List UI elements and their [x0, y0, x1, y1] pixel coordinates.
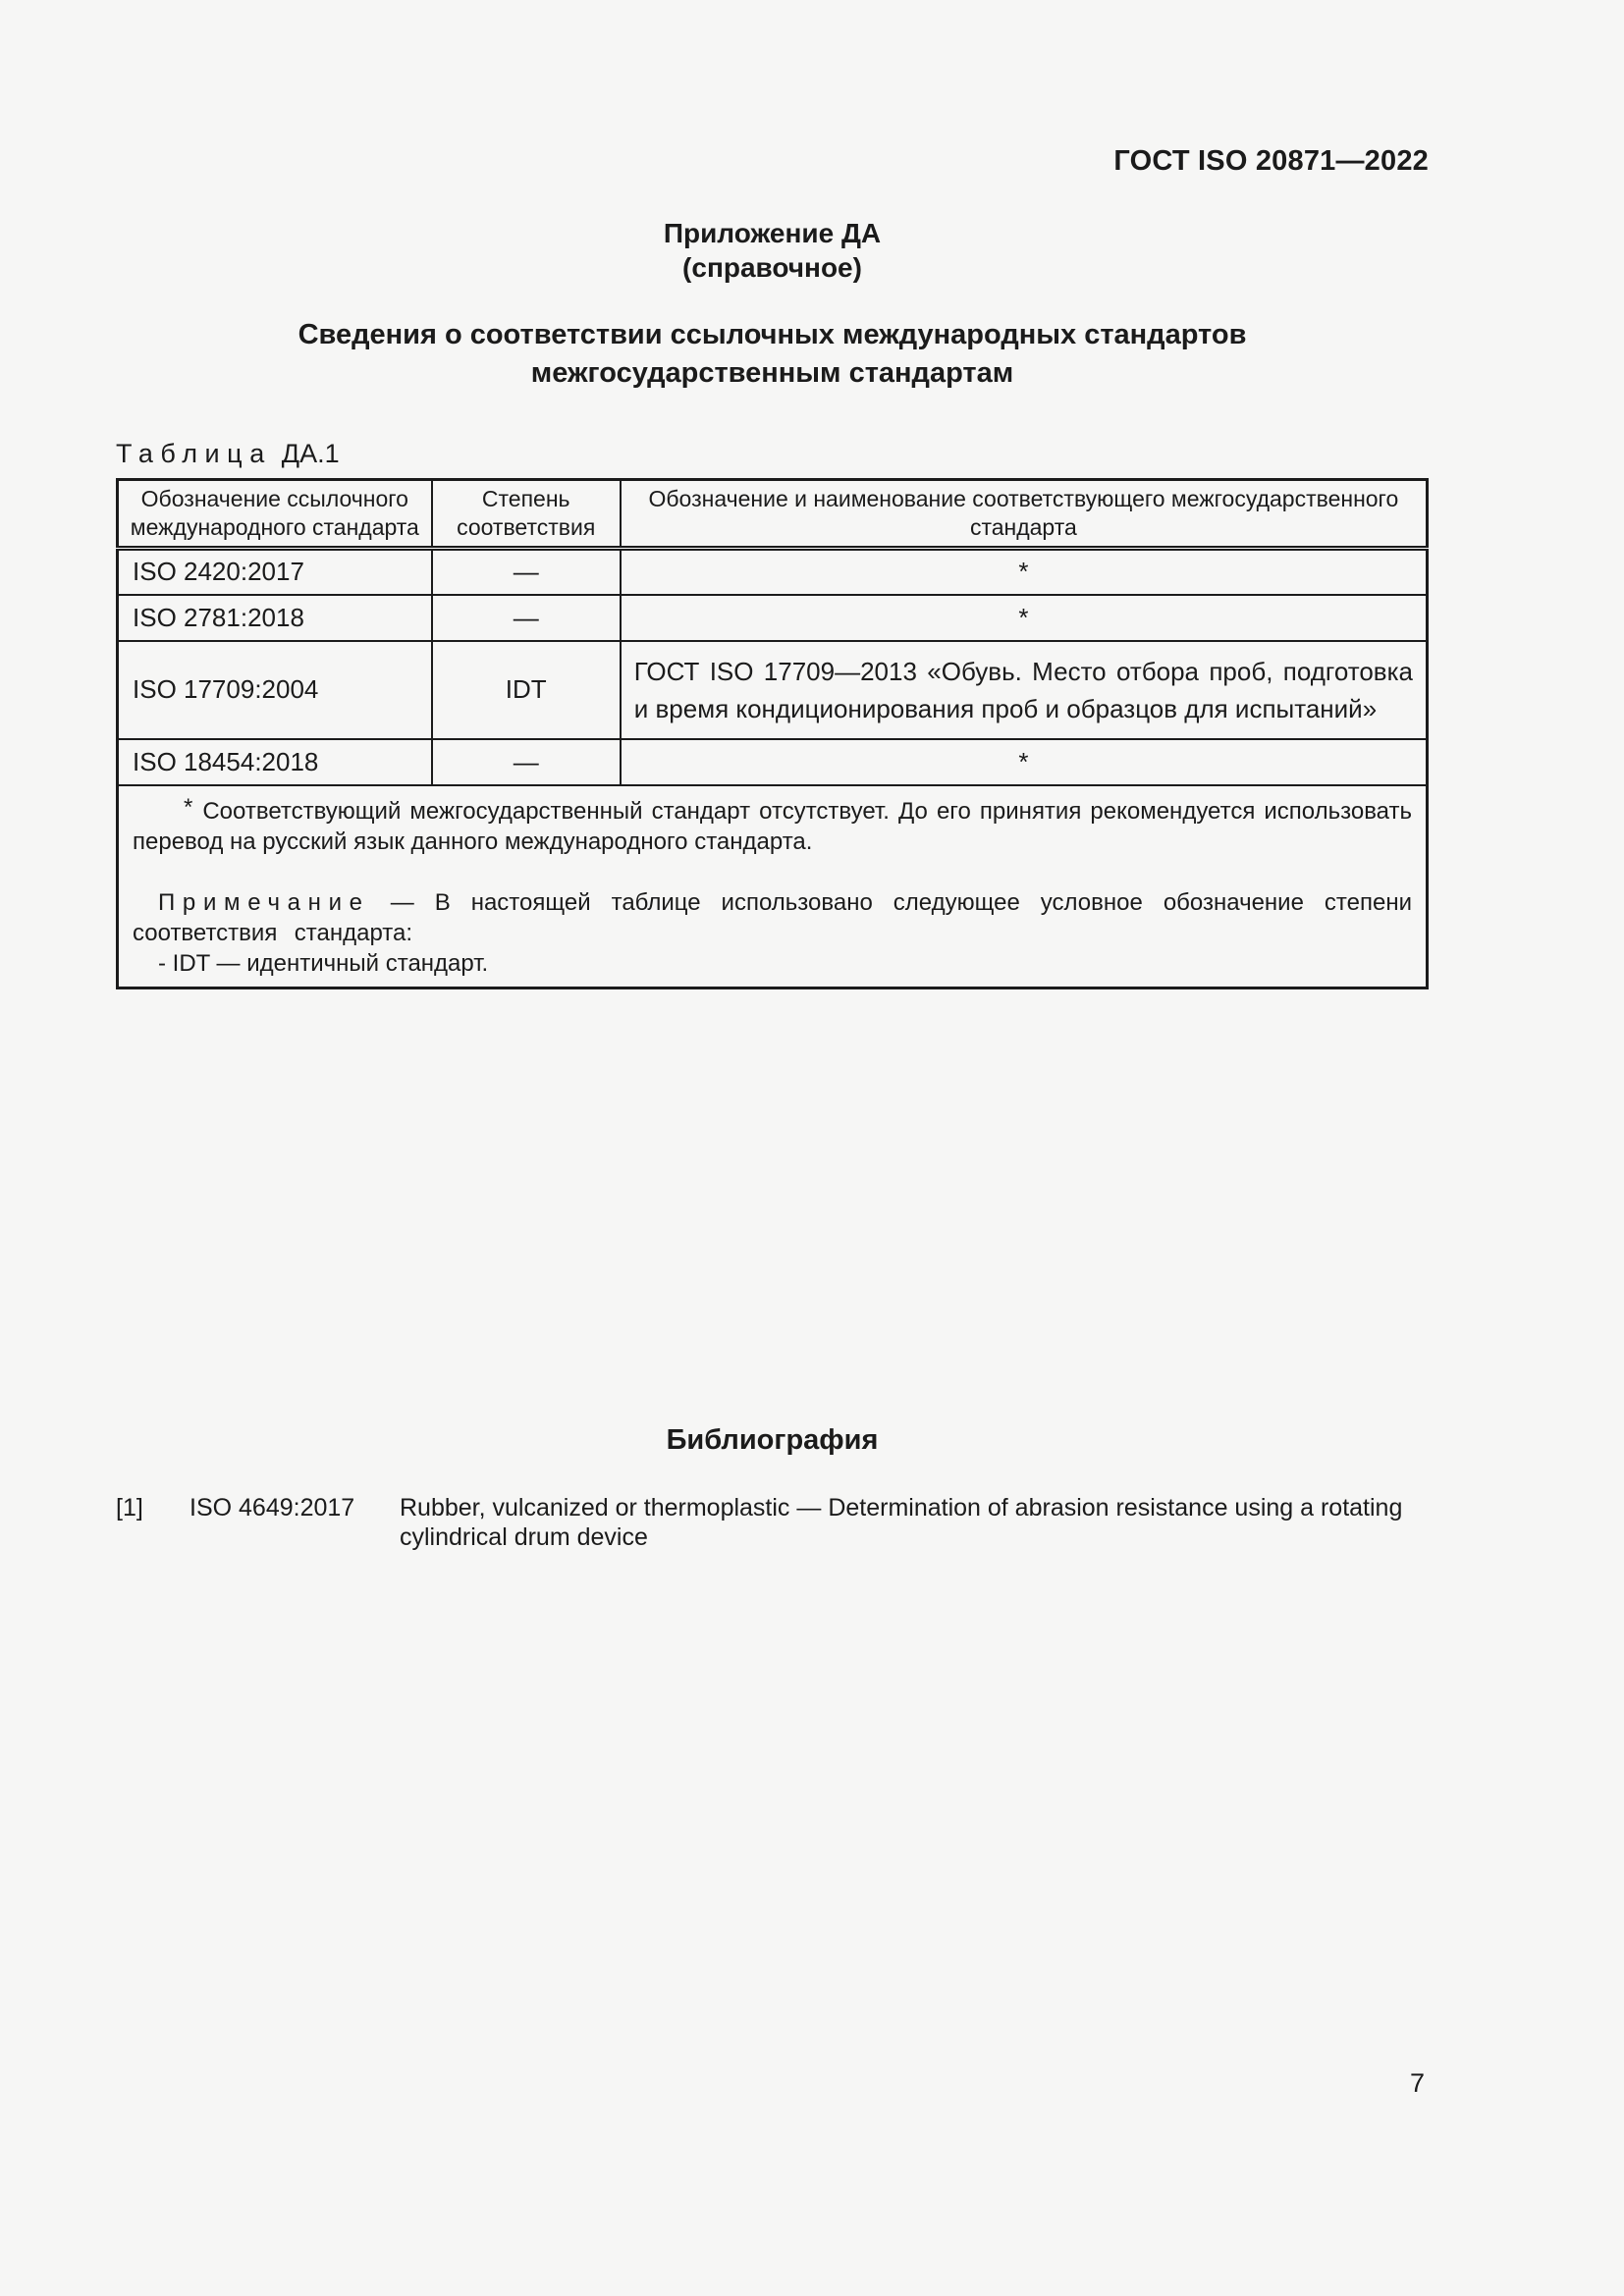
document-reference: ГОСТ ISO 20871—2022 [1113, 145, 1429, 177]
table-footnote-cell [118, 785, 1428, 988]
correspondence-table-wrapper [116, 478, 1429, 989]
bibliography-entry-index: [1] [116, 1494, 143, 1522]
column-header-degree: Степень соответствия [432, 480, 621, 549]
cell-degree: — [432, 549, 621, 595]
cell-ref: ISO 2781:2018 [118, 595, 432, 641]
appendix-title-line2: межгосударственным стандартам [530, 357, 1014, 389]
cell-degree: IDT [432, 641, 621, 739]
cell-ref: ISO 18454:2018 [118, 739, 432, 785]
bibliography-heading: Библиография [666, 1424, 879, 1456]
table-caption [116, 439, 1429, 469]
appendix-kind: (справочное) [682, 252, 862, 283]
footnote-paragraph [133, 793, 1412, 857]
table-row [118, 739, 1428, 785]
table-row [118, 549, 1428, 595]
note-list-item: - IDT — идентичный стандарт. [158, 949, 489, 977]
cell-match: ГОСТ ISO 17709—2013 «Обувь. Место отбора проб, подготовка и время кондиционирования проб и образцов для испытаний» [621, 641, 1428, 739]
bibliography-entry-reference: ISO 4649:2017 [189, 1494, 355, 1522]
table-row [118, 641, 1428, 739]
note-text: — В настоящей таблице использовано следующее условное обозначение степени соответствия стандарта: [133, 888, 1412, 946]
table-header-row [118, 480, 1428, 549]
footnote-text: Соответствующий межгосударственный стандарт отсутствует. До его принятия рекомендуется использовать перевод на русский язык данного международного стандарта. [133, 797, 1412, 855]
cell-degree: — [432, 739, 621, 785]
column-header-reference-standard: Обозначение ссылочного международного стандарта [118, 480, 432, 549]
note-label: Примечание [158, 888, 370, 916]
appendix-header [116, 216, 1429, 285]
cell-match: * [621, 549, 1428, 595]
appendix-label: Приложение ДА [663, 218, 882, 248]
note-paragraph [133, 887, 1412, 948]
cell-match: * [621, 739, 1428, 785]
appendix-title [116, 316, 1429, 393]
cell-match: * [621, 595, 1428, 641]
cell-ref: ISO 2420:2017 [118, 549, 432, 595]
appendix-title-line1: Сведения о соответствии ссылочных международных стандартов [298, 319, 1247, 350]
table-caption-word: Таблица [116, 439, 272, 468]
cell-degree: — [432, 595, 621, 641]
page-number: 7 [1409, 2068, 1425, 2098]
cell-ref: ISO 17709:2004 [118, 641, 432, 739]
table-row [118, 595, 1428, 641]
column-header-interstate-standard: Обозначение и наименование соответствующего межгосударственного стандарта [621, 480, 1428, 549]
bibliography-entry [116, 1493, 1429, 1552]
footnote-marker: * [184, 793, 193, 821]
table-caption-number: ДА.1 [281, 439, 340, 468]
table-footnote-row [118, 785, 1428, 988]
correspondence-table [116, 478, 1429, 989]
bibliography-entry-text: Rubber, vulcanized or thermoplastic — Determination of abrasion resistance using a rotating cylindrical drum device [400, 1494, 1403, 1551]
